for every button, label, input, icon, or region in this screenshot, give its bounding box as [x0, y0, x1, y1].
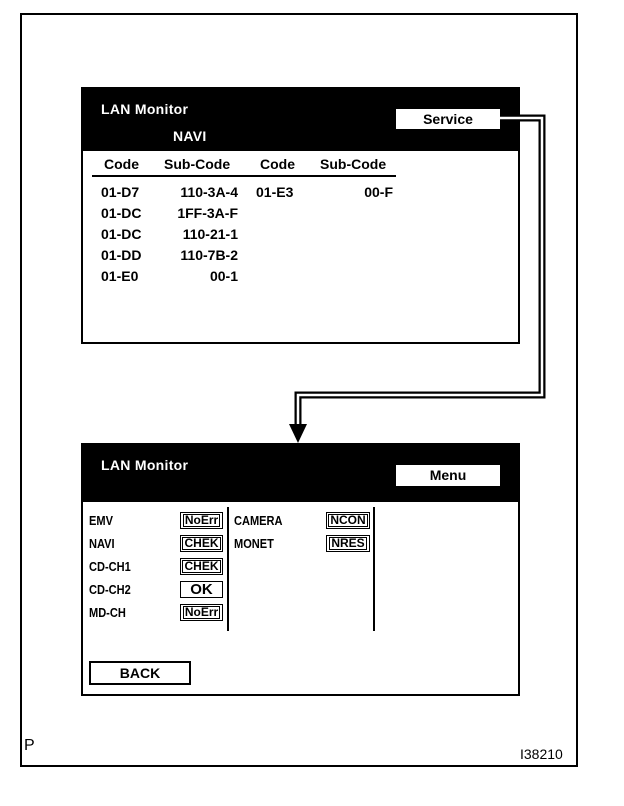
device-md-ch-status-text: NoErr — [184, 605, 219, 619]
table-row-2-code: 01-DC — [101, 205, 142, 221]
header-code-2: Code — [260, 156, 295, 172]
table-row-4-code: 01-DD — [101, 247, 142, 263]
table-row-2-subcode: 1FF-3A-F — [177, 205, 238, 221]
header-code-1: Code — [104, 156, 139, 172]
menu-button[interactable]: Menu — [395, 464, 501, 487]
table-row-3-code: 01-DC — [101, 226, 142, 242]
device-md-ch-label: MD-CH — [89, 605, 126, 620]
lan-monitor-menu-screen — [81, 443, 520, 696]
device-cd-ch1-status-text: CHEK — [184, 559, 219, 573]
table-row-1-subcode: 110-3A-4 — [180, 184, 238, 200]
device-camera-status-text: NCON — [330, 513, 366, 527]
column-divider-right — [373, 507, 375, 631]
table-row-3-subcode: 110-21-1 — [182, 226, 238, 242]
device-cd-ch2-label: CD-CH2 — [89, 582, 131, 597]
device-camera-label: CAMERA — [234, 513, 283, 528]
device-monet-label: MONET — [234, 536, 274, 551]
device-camera-status — [326, 512, 370, 529]
device-cd-ch1-label: CD-CH1 — [89, 559, 131, 574]
device-navi-status-text: CHEK — [184, 536, 219, 550]
screen-header — [83, 89, 518, 151]
device-emv-status — [180, 512, 223, 529]
device-cd-ch1-status — [180, 558, 223, 575]
header-subcode-1: Sub-Code — [164, 156, 231, 172]
device-cd-ch2-status-text: OK — [190, 581, 213, 598]
device-emv-status-text: NoErr — [184, 513, 219, 527]
table-row-5-subcode: 00-1 — [209, 268, 238, 284]
device-emv-label: EMV — [89, 513, 113, 528]
device-navi-status — [180, 535, 223, 552]
figure-id: I38210 — [520, 746, 563, 762]
table-row-5-code: 01-E0 — [101, 268, 139, 284]
back-button[interactable]: BACK — [89, 661, 191, 685]
table-row-1-subcode-2: 00-F — [364, 184, 393, 200]
corner-label: P — [24, 737, 35, 754]
header-subcode-2: Sub-Code — [320, 156, 387, 172]
table-row-1-code: 01-D7 — [101, 184, 140, 200]
lan-monitor-navi-screen — [81, 87, 520, 344]
table-row-4-subcode: 110-7B-2 — [180, 247, 238, 263]
device-cd-ch2-status — [180, 581, 223, 598]
service-button[interactable]: Service — [395, 108, 501, 130]
screen-header — [83, 445, 518, 502]
screen-subtitle: NAVI — [173, 128, 207, 144]
device-navi-label: NAVI — [89, 536, 115, 551]
table-row-1-code-2: 01-E3 — [256, 184, 294, 200]
device-md-ch-status — [180, 604, 223, 621]
header-divider — [92, 175, 396, 177]
device-monet-status — [326, 535, 370, 552]
device-monet-status-text: NRES — [331, 536, 365, 550]
screen-title: LAN Monitor — [101, 101, 189, 117]
screen-title: LAN Monitor — [101, 457, 189, 473]
column-divider-left — [227, 507, 229, 631]
